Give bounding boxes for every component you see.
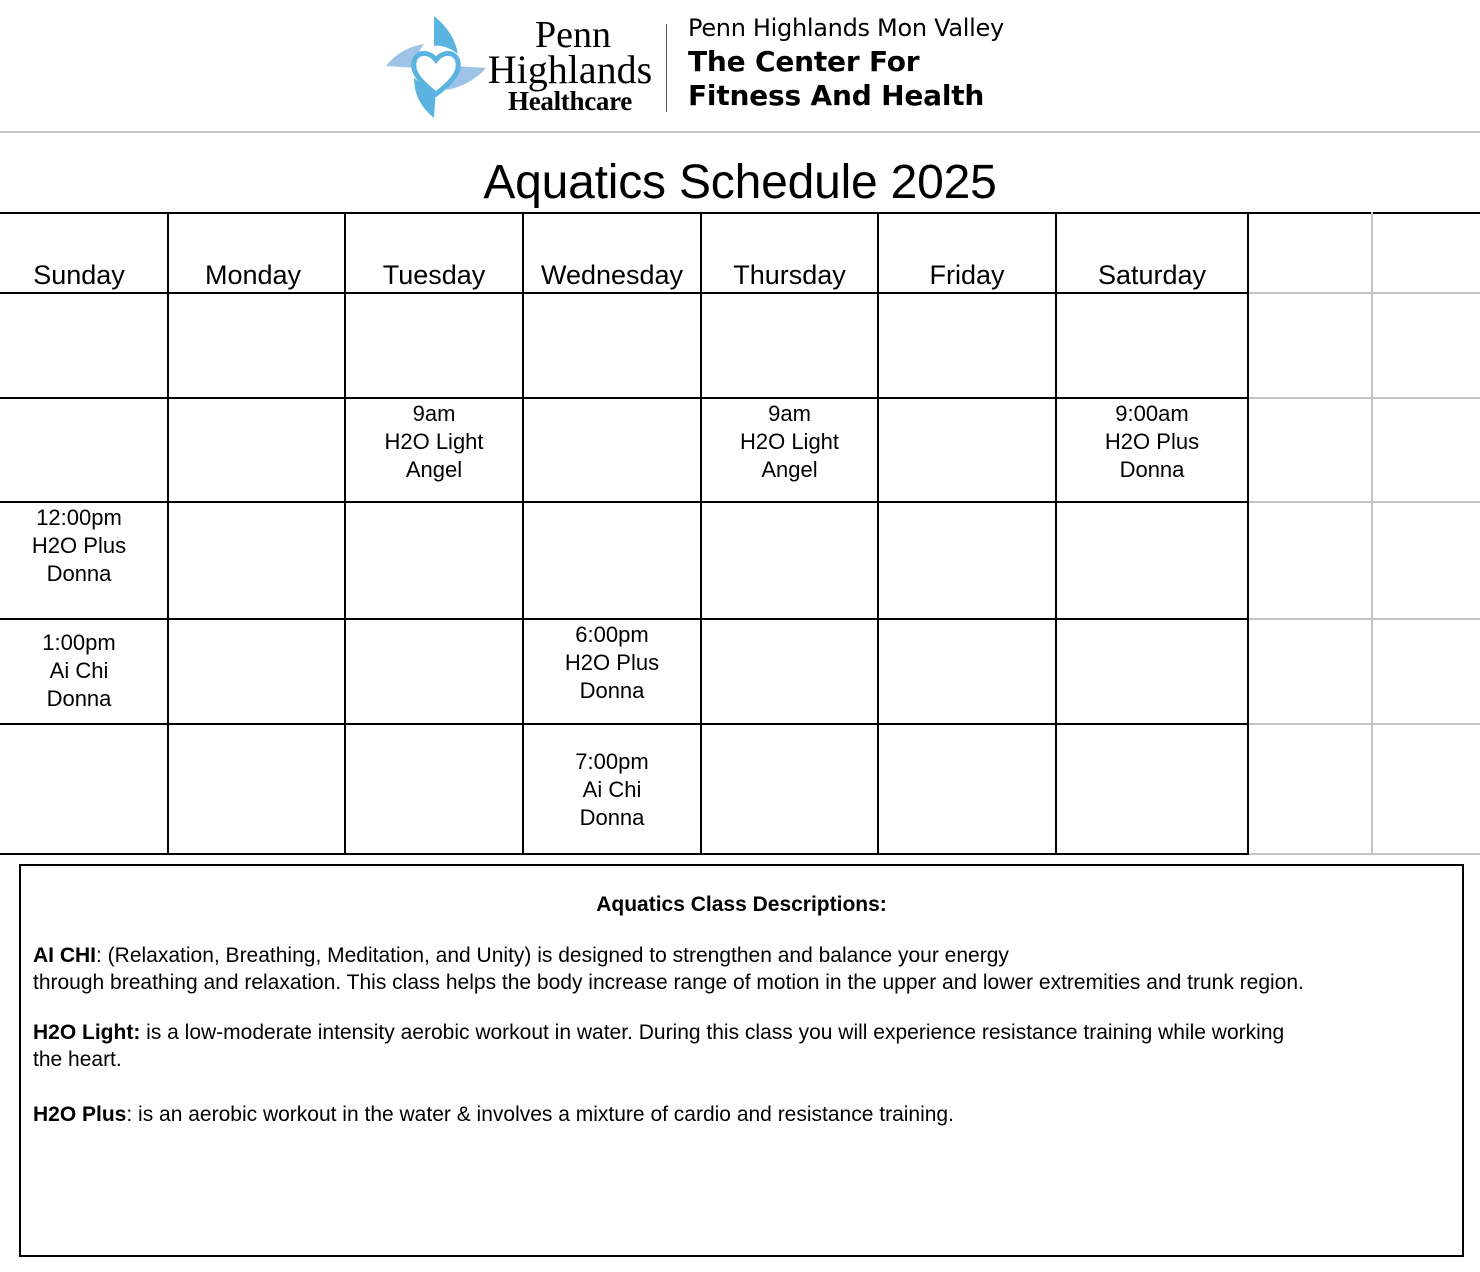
heart-star-logo-icon <box>384 14 488 120</box>
org-line-3: Fitness And Health <box>688 79 985 112</box>
day-header-saturday: Saturday <box>1097 260 1207 290</box>
description-h2o-light <box>33 1019 1443 1073</box>
grid-line <box>1249 397 1480 399</box>
grid-line <box>1249 723 1480 725</box>
grid-line <box>877 212 879 855</box>
grid-line <box>167 212 169 855</box>
grid-line <box>0 723 1249 725</box>
description-text: is a low-moderate intensity aerobic workout in water. During this class you will experience resistance training while working <box>140 1021 1285 1044</box>
description-text: through breathing and relaxation. This class helps the body increase range of motion in the upper and lower extremities and trunk region. <box>33 971 1304 994</box>
description-text: : (Relaxation, Breathing, Meditation, and Unity) is designed to strengthen and balance your energy <box>96 944 1009 967</box>
description-ai-chi <box>33 942 1443 996</box>
description-h2o-plus <box>33 1101 1443 1128</box>
description-text: the heart. <box>33 1048 122 1071</box>
day-header-friday: Friday <box>929 260 1005 290</box>
grid-line <box>1249 292 1480 294</box>
description-text: : is an aerobic workout in the water & involves a mixture of cardio and resistance training. <box>126 1103 954 1126</box>
day-header-tuesday: Tuesday <box>382 260 486 290</box>
grid-line <box>1249 501 1480 503</box>
day-header-wednesday: Wednesday <box>540 260 684 290</box>
grid-line <box>0 501 1249 503</box>
class-name: H2O Light <box>384 429 484 454</box>
brand-name <box>480 16 660 115</box>
class-time: 6:00pm <box>575 622 649 647</box>
class-instructor: Donna <box>579 678 645 703</box>
class-name: H2O Light <box>739 429 840 454</box>
class-entry <box>524 621 700 705</box>
org-line-1: Penn Highlands Mon Valley <box>688 14 1004 42</box>
grid-line <box>0 853 1249 855</box>
class-name: Ai Chi <box>49 658 109 683</box>
class-instructor: Donna <box>46 561 112 586</box>
class-name: H2O Plus <box>1104 429 1200 454</box>
class-entry <box>346 400 522 484</box>
class-time: 12:00pm <box>36 505 122 530</box>
brand-line-2: Highlands <box>487 47 653 92</box>
grid-line <box>1249 618 1480 620</box>
class-entry <box>702 400 877 484</box>
grid-line <box>0 397 1249 399</box>
class-instructor: Donna <box>579 805 645 830</box>
org-line-2: The Center For <box>688 45 920 78</box>
class-instructor: Angel <box>405 457 463 482</box>
grid-line <box>1371 212 1373 855</box>
day-header-monday: Monday <box>204 260 302 290</box>
grid-line <box>1055 212 1057 855</box>
class-instructor: Donna <box>46 686 112 711</box>
brand-line-3: Healthcare <box>508 86 632 116</box>
header-divider <box>666 24 667 112</box>
class-instructor: Angel <box>761 457 818 482</box>
class-entry <box>1057 400 1247 484</box>
day-header-sunday: Sunday <box>33 260 125 290</box>
header <box>0 0 1480 132</box>
org-name <box>688 16 1004 110</box>
description-term: AI CHI <box>33 944 96 967</box>
class-entry <box>0 629 158 713</box>
header-rule <box>0 131 1480 133</box>
class-time: 9:00am <box>1115 401 1189 426</box>
class-descriptions-box <box>19 864 1464 1257</box>
page-title: Aquatics Schedule 2025 <box>483 156 997 209</box>
grid-line <box>1247 212 1249 855</box>
class-time: 7:00pm <box>575 749 649 774</box>
grid-line <box>700 212 702 855</box>
class-entry <box>0 504 158 588</box>
class-instructor: Donna <box>1119 457 1185 482</box>
class-name: H2O Plus <box>31 533 127 558</box>
class-time: 9am <box>412 401 456 426</box>
class-name: H2O Plus <box>564 650 660 675</box>
grid-line <box>344 212 346 855</box>
grid-line <box>0 212 1480 214</box>
class-entry <box>524 748 700 832</box>
descriptions-heading: Aquatics Class Descriptions: <box>596 893 887 916</box>
class-time: 1:00pm <box>42 630 116 655</box>
description-term: H2O Plus <box>33 1103 127 1126</box>
class-name: Ai Chi <box>582 777 642 802</box>
class-time: 9am <box>768 401 811 426</box>
description-term: H2O Light: <box>33 1021 141 1044</box>
grid-line <box>1249 853 1480 855</box>
day-header-thursday: Thursday <box>733 260 846 290</box>
grid-line <box>0 618 1249 620</box>
brand-line-1: Penn <box>535 14 611 56</box>
